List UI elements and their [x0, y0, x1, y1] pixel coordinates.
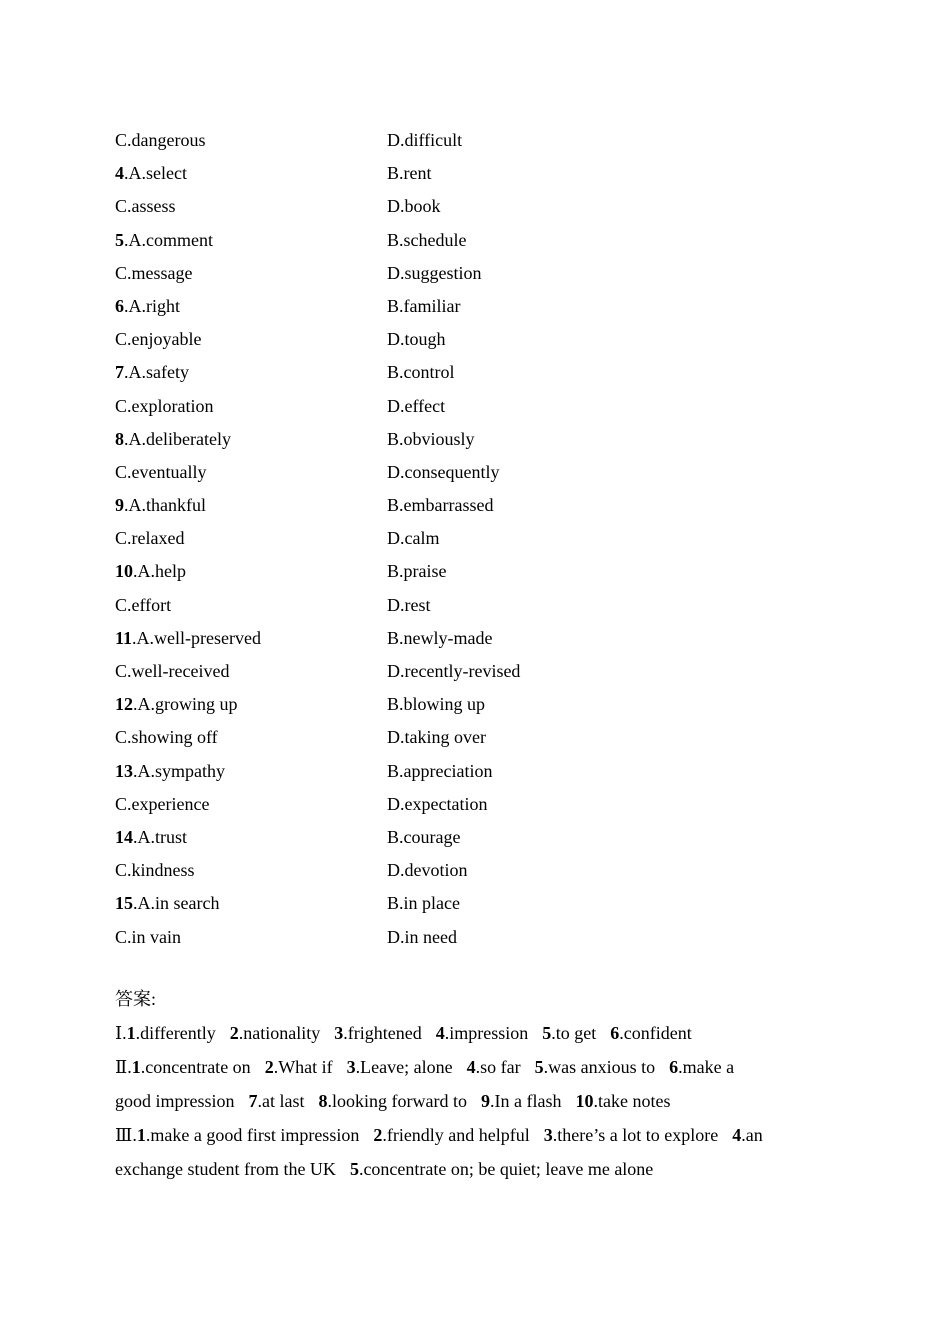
option-text: .A.thankful [124, 495, 206, 516]
option-text: C.well-received [115, 661, 230, 681]
option-right: D.calm [387, 528, 440, 549]
option-left [115, 755, 387, 788]
answer-number: 9 [480, 1090, 490, 1111]
option-text: C.kindness [115, 860, 195, 881]
option-left [115, 157, 387, 190]
option-left [115, 456, 387, 489]
option-row [115, 622, 835, 655]
answer-text: .make a [678, 1056, 735, 1077]
option-text: .A.well-preserved [132, 627, 261, 648]
answer-text: .concentrate on [140, 1056, 251, 1077]
option-left [115, 257, 387, 290]
option-right: D.expectation [387, 793, 488, 814]
option-row [115, 124, 835, 157]
option-left [115, 224, 387, 257]
option-right: D.consequently [387, 461, 500, 482]
question-number: 12 [115, 694, 133, 715]
option-text: .A.deliberately [124, 428, 231, 449]
answer-item [436, 1023, 529, 1043]
answer-item [230, 1023, 320, 1043]
option-row [115, 190, 835, 223]
answer-item [669, 1057, 734, 1077]
answer-number: 1 [136, 1124, 146, 1145]
option-left [115, 555, 387, 588]
answer-number: 6 [669, 1056, 679, 1077]
answer-number: 7 [248, 1090, 258, 1111]
answer-text: .so far [475, 1056, 521, 1077]
option-row [115, 489, 835, 522]
answer-text: .What if [273, 1056, 333, 1077]
answer-item [334, 1023, 421, 1043]
option-text: C.message [115, 262, 193, 283]
option-text: C.enjoyable [115, 329, 202, 350]
option-text: .A.help [133, 561, 186, 582]
option-left [115, 655, 387, 688]
answer-line [115, 1016, 835, 1050]
answer-number: 4 [732, 1124, 742, 1145]
option-text: C.eventually [115, 461, 207, 482]
option-row [115, 589, 835, 622]
answer-item [347, 1057, 453, 1077]
question-number: 15 [115, 893, 133, 914]
option-right: D.tough [387, 329, 446, 350]
option-row [115, 290, 835, 323]
answer-item [373, 1125, 529, 1145]
option-right: B.control [387, 362, 455, 383]
option-row [115, 854, 835, 887]
option-right: D.in need [387, 926, 457, 947]
answer-line [115, 1118, 835, 1152]
option-left [115, 721, 387, 754]
option-text: C.in vain [115, 926, 181, 947]
question-number: 8 [115, 428, 124, 449]
option-text: .A.trust [133, 826, 187, 847]
option-text: .A.in search [133, 893, 220, 914]
answer-item [350, 1159, 653, 1179]
option-text: C.exploration [115, 395, 214, 416]
section-numeral: Ⅱ. [115, 1056, 132, 1077]
option-row [115, 721, 835, 754]
question-number: 6 [115, 295, 124, 316]
option-left [115, 788, 387, 821]
answer-line [115, 1084, 835, 1118]
option-row [115, 323, 835, 356]
answer-item [575, 1091, 670, 1111]
question-number: 10 [115, 561, 133, 582]
option-row [115, 224, 835, 257]
answer-number: 3 [346, 1056, 356, 1077]
option-row [115, 456, 835, 489]
option-row [115, 821, 835, 854]
option-text: C.experience [115, 793, 210, 814]
answer-item [542, 1023, 596, 1043]
option-row [115, 788, 835, 821]
option-text: .A.comment [124, 229, 213, 250]
answer-item [265, 1057, 333, 1077]
option-text: .A.right [124, 295, 180, 316]
answer-line [115, 1050, 835, 1084]
answer-number: 4 [435, 1022, 445, 1043]
answer-number: 2 [229, 1022, 239, 1043]
answer-number: 2 [264, 1056, 274, 1077]
answer-text: .looking forward to [327, 1090, 467, 1111]
answer-text: .nationality [238, 1022, 321, 1043]
answer-text: .make a good first impression [145, 1124, 360, 1145]
answer-text: .was anxious to [543, 1056, 656, 1077]
answer-text: .Leave; alone [355, 1056, 453, 1077]
option-text: C.dangerous [115, 130, 206, 150]
option-row [115, 522, 835, 555]
option-left [115, 688, 387, 721]
option-left [115, 423, 387, 456]
answer-text: .to get [551, 1022, 597, 1043]
question-number: 13 [115, 760, 133, 781]
answer-item [732, 1125, 763, 1145]
option-text: C.showing off [115, 727, 218, 748]
option-right: B.in place [387, 893, 460, 914]
option-row [115, 423, 835, 456]
answer-number: 10 [575, 1090, 594, 1111]
answer-item [115, 1023, 216, 1043]
option-text: .A.select [124, 163, 187, 184]
answer-number: 5 [542, 1022, 552, 1043]
option-right: B.obviously [387, 428, 475, 449]
answer-text: .In a flash [489, 1090, 562, 1111]
answer-text: .frightened [343, 1022, 422, 1043]
option-right: B.courage [387, 826, 461, 847]
option-left [115, 589, 387, 622]
answer-number: 2 [373, 1124, 383, 1145]
option-left [115, 390, 387, 423]
option-left [115, 821, 387, 854]
answer-text: .concentrate on; be quiet; leave me alone [358, 1158, 654, 1179]
answer-text: .friendly and helpful [382, 1124, 530, 1145]
option-left [115, 489, 387, 522]
option-row [115, 157, 835, 190]
option-text: .A.growing up [133, 694, 238, 715]
question-number: 14 [115, 826, 133, 847]
option-right: B.embarrassed [387, 495, 494, 516]
answer-text: .impression [444, 1022, 529, 1043]
document-page [115, 124, 835, 1186]
option-text: C.assess [115, 196, 176, 217]
answer-item [115, 1091, 235, 1111]
answer-number: 3 [334, 1022, 344, 1043]
answer-line [115, 1152, 835, 1186]
option-row [115, 555, 835, 588]
answer-text: .at last [257, 1090, 305, 1111]
option-left [115, 921, 387, 954]
answer-item [544, 1125, 718, 1145]
answer-text: .take notes [593, 1090, 671, 1111]
option-row [115, 356, 835, 389]
option-right: D.book [387, 196, 441, 217]
option-left [115, 854, 387, 887]
answer-lines [115, 1016, 835, 1186]
option-row [115, 887, 835, 920]
answer-number: 3 [543, 1124, 553, 1145]
option-right: D.effect [387, 395, 446, 416]
answer-item [249, 1091, 305, 1111]
answer-text: .confident [619, 1022, 692, 1043]
option-text: C.relaxed [115, 528, 185, 549]
answer-number: 1 [131, 1056, 141, 1077]
answer-item [115, 1125, 359, 1145]
option-right: D.taking over [387, 727, 486, 748]
option-right: B.schedule [387, 229, 467, 250]
option-left [115, 290, 387, 323]
option-right: D.recently-revised [387, 661, 521, 681]
answer-item [610, 1023, 691, 1043]
question-number: 5 [115, 229, 124, 250]
answer-number: 8 [318, 1090, 328, 1111]
option-right: B.praise [387, 561, 447, 582]
question-number: 4 [115, 163, 124, 184]
option-row [115, 655, 835, 688]
option-text: C.effort [115, 594, 172, 615]
option-row [115, 688, 835, 721]
answer-number: 4 [466, 1056, 476, 1077]
answer-item [319, 1091, 467, 1111]
options-list [115, 124, 835, 954]
answer-text: exchange student from the UK [115, 1158, 336, 1179]
answer-item [481, 1091, 561, 1111]
option-left [115, 124, 387, 157]
option-row [115, 257, 835, 290]
answer-text: .there’s a lot to explore [552, 1124, 719, 1145]
option-right: D.suggestion [387, 262, 482, 283]
option-text: .A.sympathy [133, 760, 225, 781]
answer-number: 6 [610, 1022, 620, 1043]
question-number: 9 [115, 495, 124, 516]
option-left [115, 323, 387, 356]
option-right: B.appreciation [387, 760, 493, 781]
option-row [115, 755, 835, 788]
option-right: D.devotion [387, 860, 468, 881]
answer-number: 5 [534, 1056, 544, 1077]
option-right: B.rent [387, 163, 432, 184]
question-number: 11 [115, 627, 133, 648]
section-numeral: Ⅰ. [115, 1022, 127, 1043]
answer-number: 1 [126, 1022, 136, 1043]
answer-text: good impression [115, 1090, 235, 1111]
option-right: B.familiar [387, 295, 461, 316]
answers-heading: 答案: [115, 988, 157, 1009]
answer-item [115, 1057, 251, 1077]
option-text: .A.safety [124, 362, 189, 383]
option-right: D.difficult [387, 130, 463, 150]
answer-text: .differently [135, 1022, 216, 1043]
option-left [115, 887, 387, 920]
option-left [115, 356, 387, 389]
answer-item [467, 1057, 521, 1077]
option-left [115, 622, 387, 655]
option-left [115, 190, 387, 223]
section-numeral: Ⅲ. [115, 1124, 137, 1145]
answer-text: .an [741, 1124, 763, 1145]
option-row [115, 390, 835, 423]
answers-section [115, 982, 835, 1186]
option-right: D.rest [387, 594, 431, 615]
answer-item [115, 1159, 336, 1179]
answer-item [535, 1057, 656, 1077]
option-right: B.newly-made [387, 627, 493, 648]
answer-number: 5 [349, 1158, 359, 1179]
question-number: 7 [115, 362, 124, 383]
option-row [115, 921, 835, 954]
option-left [115, 522, 387, 555]
option-right: B.blowing up [387, 694, 486, 715]
